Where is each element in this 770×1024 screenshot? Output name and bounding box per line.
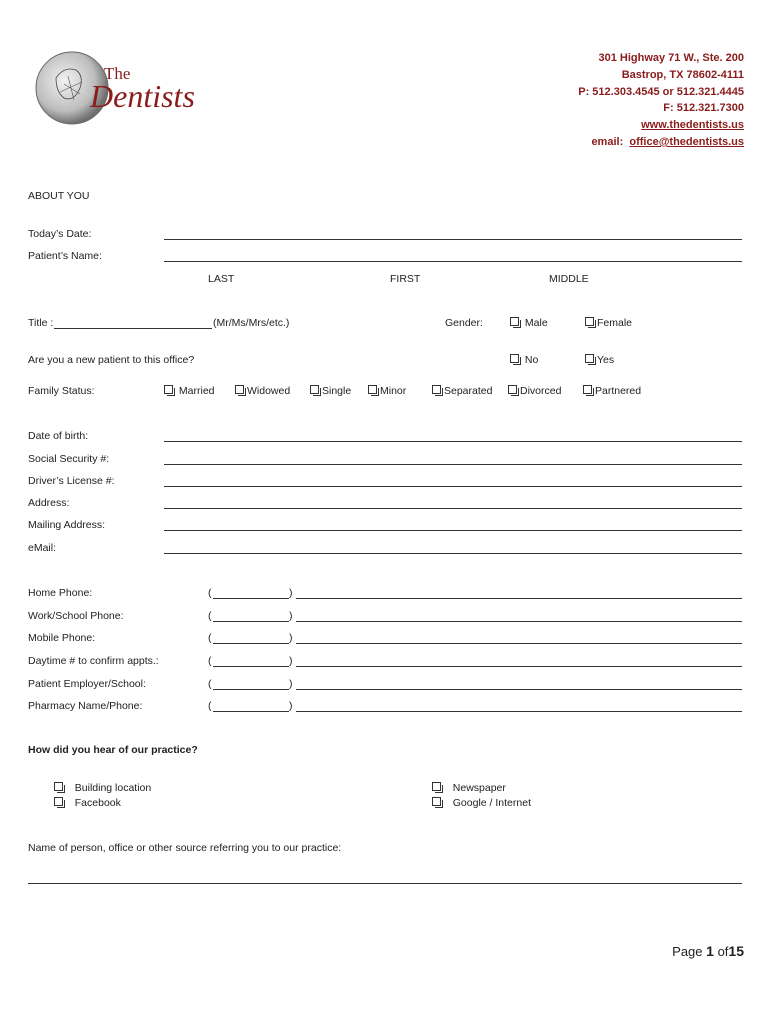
todays-date-label: Today’s Date: xyxy=(28,228,92,240)
paren-close: ) xyxy=(289,610,293,622)
name-middle-caption: MIDDLE xyxy=(549,273,589,285)
mobile-phone-field[interactable] xyxy=(296,643,742,644)
gender-female-option[interactable] xyxy=(585,317,632,329)
new-patient-no-option[interactable] xyxy=(510,354,538,366)
checkbox-icon[interactable] xyxy=(432,782,441,791)
checkbox-icon[interactable] xyxy=(510,317,519,326)
checkbox-icon[interactable] xyxy=(54,797,63,806)
family-option-label: Minor xyxy=(380,385,407,397)
logo-the-text: The xyxy=(104,64,131,83)
referral-option-label: Google / Internet xyxy=(452,797,531,809)
referrer-label: Name of person, office or other source referring you to our practice: xyxy=(28,842,342,854)
family-option-label: Separated xyxy=(444,385,493,397)
family-divorced-option[interactable] xyxy=(508,385,561,397)
new-patient-label: Are you a new patient to this office? xyxy=(28,354,195,366)
patient-name-label: Patient’s Name: xyxy=(28,250,102,262)
new-patient-no-label: No xyxy=(524,354,539,366)
family-option-label: Widowed xyxy=(247,385,291,397)
family-widowed-option[interactable] xyxy=(235,385,290,397)
work-phone-area-field[interactable] xyxy=(213,621,289,622)
title-hint: (Mr/Ms/Mrs/etc.) xyxy=(213,317,290,329)
checkbox-icon[interactable] xyxy=(585,317,594,326)
family-option-label: Married xyxy=(178,385,215,397)
dentists-logo xyxy=(34,48,224,128)
checkbox-icon[interactable] xyxy=(164,385,173,394)
paren-open: ( xyxy=(208,678,212,690)
referral-google-option[interactable] xyxy=(432,797,531,809)
todays-date-field[interactable] xyxy=(164,239,742,240)
checkbox-icon[interactable] xyxy=(432,797,441,806)
ssn-field[interactable] xyxy=(164,464,742,465)
email-field[interactable] xyxy=(164,553,742,554)
paren-close: ) xyxy=(289,678,293,690)
of-word: of xyxy=(717,944,729,959)
title-field[interactable] xyxy=(54,328,212,329)
new-patient-yes-label: Yes xyxy=(597,354,615,366)
page-indicator xyxy=(672,943,744,959)
dob-label: Date of birth: xyxy=(28,430,89,442)
home-phone-label: Home Phone: xyxy=(28,587,93,599)
name-last-caption: LAST xyxy=(208,273,235,285)
pharmacy-phone-area-field[interactable] xyxy=(213,711,289,712)
referrer-field[interactable] xyxy=(28,883,742,884)
gender-male-option[interactable] xyxy=(510,317,548,329)
family-partnered-option[interactable] xyxy=(583,385,641,397)
email-field-label: eMail: xyxy=(28,542,57,554)
family-minor-option[interactable] xyxy=(368,385,406,397)
paren-open: ( xyxy=(208,632,212,644)
paren-open: ( xyxy=(208,700,212,712)
paren-close: ) xyxy=(289,700,293,712)
address-label: Address: xyxy=(28,497,70,509)
phone-line: P: 512.303.4545 or 512.321.4445 xyxy=(578,85,744,98)
mailing-address-label: Mailing Address: xyxy=(28,519,106,531)
employer-phone-area-field[interactable] xyxy=(213,689,289,690)
referral-option-label: Building location xyxy=(74,782,152,794)
ssn-label: Social Security #: xyxy=(28,453,110,465)
fax-line: F: 512.321.7300 xyxy=(663,102,744,115)
gender-label: Gender: xyxy=(445,317,483,329)
address-block xyxy=(578,50,744,151)
name-first-caption: FIRST xyxy=(390,273,421,285)
checkbox-icon[interactable] xyxy=(310,385,319,394)
address-line-1: 301 Highway 71 W., Ste. 200 xyxy=(598,52,744,64)
website-link[interactable]: www.thedentists.us xyxy=(641,119,744,132)
home-phone-field[interactable] xyxy=(296,598,742,599)
mobile-phone-area-field[interactable] xyxy=(213,643,289,644)
checkbox-icon[interactable] xyxy=(583,385,592,394)
home-phone-area-field[interactable] xyxy=(213,598,289,599)
family-option-label: Single xyxy=(322,385,352,397)
paren-close: ) xyxy=(289,632,293,644)
paren-open: ( xyxy=(208,587,212,599)
license-field[interactable] xyxy=(164,486,742,487)
dob-field[interactable] xyxy=(164,441,742,442)
patient-name-field[interactable] xyxy=(164,261,742,262)
email-line xyxy=(578,134,744,151)
section-title: ABOUT YOU xyxy=(28,190,90,202)
work-phone-field[interactable] xyxy=(296,621,742,622)
daytime-phone-area-field[interactable] xyxy=(213,666,289,667)
pharmacy-phone-label: Pharmacy Name/Phone: xyxy=(28,700,143,712)
address-field[interactable] xyxy=(164,508,742,509)
referral-facebook-option[interactable] xyxy=(54,797,121,809)
pharmacy-phone-field[interactable] xyxy=(296,711,742,712)
family-status-label: Family Status: xyxy=(28,385,95,397)
checkbox-icon[interactable] xyxy=(432,385,441,394)
work-phone-label: Work/School Phone: xyxy=(28,610,124,622)
checkbox-icon[interactable] xyxy=(508,385,517,394)
referral-building-option[interactable] xyxy=(54,782,151,794)
employer-phone-label: Patient Employer/School: xyxy=(28,678,146,690)
gender-female-label: Female xyxy=(597,317,633,329)
referral-option-label: Newspaper xyxy=(452,782,506,794)
page-total: 15 xyxy=(728,943,744,959)
mailing-address-field[interactable] xyxy=(164,530,742,531)
family-single-option[interactable] xyxy=(310,385,351,397)
daytime-phone-label: Daytime # to confirm appts.: xyxy=(28,655,159,667)
new-patient-yes-option[interactable] xyxy=(585,354,614,366)
family-option-label: Divorced xyxy=(520,385,562,397)
family-married-option[interactable] xyxy=(164,385,215,397)
referral-question: How did you hear of our practice? xyxy=(28,744,198,756)
checkbox-icon[interactable] xyxy=(510,354,519,363)
referral-newspaper-option[interactable] xyxy=(432,782,506,794)
mobile-phone-label: Mobile Phone: xyxy=(28,632,96,644)
checkbox-icon[interactable] xyxy=(368,385,377,394)
family-option-label: Partnered xyxy=(595,385,642,397)
paren-open: ( xyxy=(208,655,212,667)
page-word: Page xyxy=(672,944,703,959)
paren-open: ( xyxy=(208,610,212,622)
family-separated-option[interactable] xyxy=(432,385,492,397)
paren-close: ) xyxy=(289,655,293,667)
checkbox-icon[interactable] xyxy=(54,782,63,791)
employer-phone-field[interactable] xyxy=(296,689,742,690)
checkbox-icon[interactable] xyxy=(235,385,244,394)
page-number: 1 xyxy=(706,943,714,959)
title-label: Title : xyxy=(28,317,54,329)
address-line-2: Bastrop, TX 78602-4111 xyxy=(621,68,744,81)
referral-option-label: Facebook xyxy=(74,797,121,809)
paren-close: ) xyxy=(289,587,293,599)
gender-male-label: Male xyxy=(524,317,548,329)
daytime-phone-field[interactable] xyxy=(296,666,742,667)
email-link[interactable]: office@thedentists.us xyxy=(629,135,744,148)
checkbox-icon[interactable] xyxy=(585,354,594,363)
logo-dentists-text: Dentists xyxy=(90,78,195,114)
email-label: email: xyxy=(591,135,624,148)
license-label: Driver’s License #: xyxy=(28,475,115,487)
